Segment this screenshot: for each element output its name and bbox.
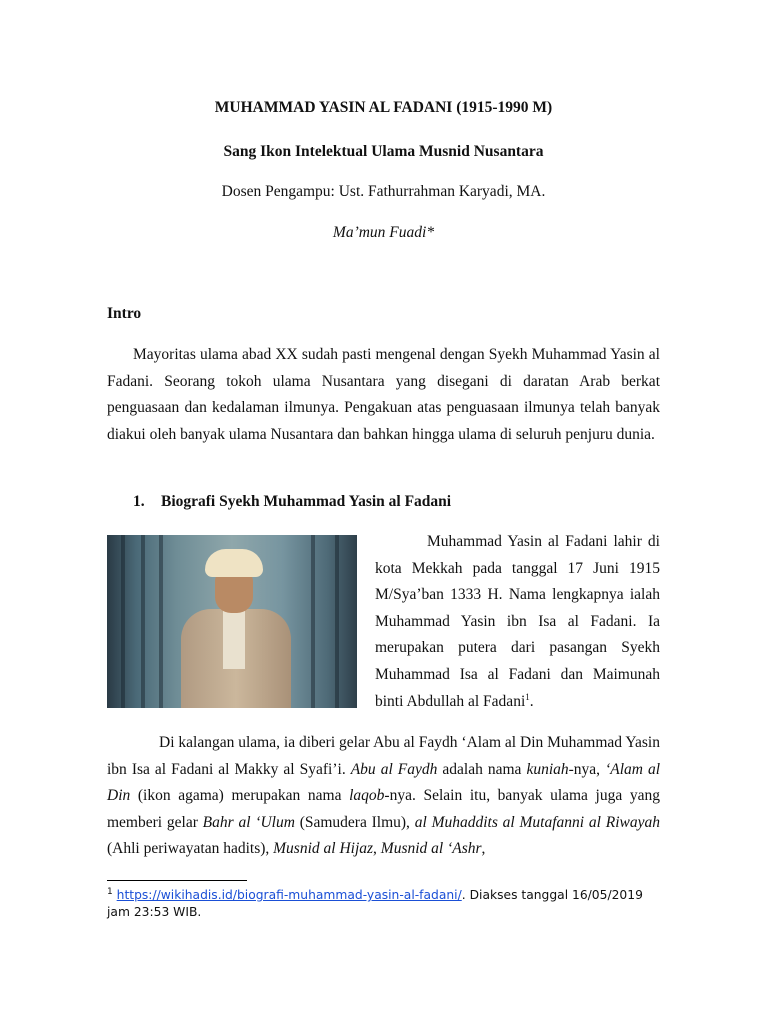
photo-figure-turban: [205, 549, 263, 577]
footnote-number: 1: [107, 886, 113, 897]
italic-term: Musnid al ‘Ashr: [380, 840, 482, 858]
biography-end: .: [529, 692, 534, 710]
italic-term: ‘Alam al Din: [107, 760, 661, 805]
text-run: -nya,: [568, 760, 606, 778]
italic-term: Bahr al ‘Ulum: [202, 813, 295, 831]
author-name: Ma’mun Fuadi*: [332, 224, 435, 241]
italic-term: al Muhaddits al Mutafanni al Riwayah: [414, 813, 660, 831]
footnote-link[interactable]: https://wikihadis.id/biografi-muhammad-yasin-al-fadani/: [116, 888, 462, 902]
photo-curtain-fold: [159, 535, 163, 708]
photo-curtain-fold: [121, 535, 125, 708]
portrait-photo: [107, 535, 357, 708]
text-run: (Ahli periwayatan hadits),: [107, 840, 274, 858]
footnote-separator: [107, 880, 247, 881]
text-run: adalah nama: [437, 760, 527, 778]
intro-paragraph: Mayoritas ulama abad XX sudah pasti mengenal dengan Syekh Muhammad Yasin al Fadani. Seorang tokoh ulama Nusantara yang disegani di daratan Arab berkat penguasaan dan kedalaman ilmunya. Pengakuan atas penguasaan ilmunya telah banyak diakui oleh banyak ulama Nusantara dan bahkan hingga ulama di seluruh penjuru dunia.: [107, 346, 660, 443]
photo-curtain-fold: [335, 535, 339, 708]
footnote: [107, 887, 660, 921]
photo-curtain-fold: [141, 535, 145, 708]
italic-term: kuniah: [526, 760, 569, 778]
text-run: ,: [481, 840, 486, 858]
italic-term: laqob: [349, 787, 385, 805]
biography-text: Muhammad Yasin al Fadani lahir di kota Mekkah pada tanggal 17 Juni 1915 M/Sya’ban 1333 H. Nama lengkapnya ialah Muhammad Yasin ibn Isa al Fadani. Ia merupakan putera dari pasangan Syekh Muhammad Isa al Fadani dan Maimunah binti Abdullah al Fadani: [375, 533, 660, 710]
italic-term: Abu al Faydh: [350, 760, 438, 778]
italic-term: Musnid al Hijaz: [273, 840, 374, 858]
section-number: 1.: [133, 493, 145, 510]
footnote-ref[interactable]: 1: [525, 691, 530, 702]
text-run: (Samudera Ilmu),: [294, 813, 415, 831]
photo-figure-face: [215, 571, 253, 613]
text-run: Di kalangan ulama, ia diberi gelar Abu al Faydh ‘Alam al Din Muhammad Yasin ibn Isa al Fadani al Makky al Syafi’i.: [107, 734, 660, 778]
text-run: (ikon agama) merupakan nama: [130, 787, 350, 805]
titles-paragraph: [107, 730, 660, 863]
footnote-text: . Diakses tanggal 16/05/2019 jam 23:53 WIB.: [107, 888, 643, 919]
photo-figure-collar: [223, 609, 245, 669]
biography-paragraph: [375, 529, 660, 715]
intro-heading: Intro: [107, 305, 142, 322]
document-title: MUHAMMAD YASIN AL FADANI (1915-1990 M): [214, 99, 553, 116]
document-page: [107, 0, 660, 1024]
section-heading-biography: [133, 493, 451, 511]
lecturer-line: Dosen Pengampu: Ust. Fathurrahman Karyadi, MA.: [221, 183, 546, 200]
text-run: ,: [373, 840, 381, 858]
document-subtitle: Sang Ikon Intelektual Ulama Musnid Nusantara: [223, 143, 544, 160]
photo-curtain-fold: [311, 535, 315, 708]
section-heading-text: Biografi Syekh Muhammad Yasin al Fadani: [161, 493, 452, 510]
text-run: -nya. Selain itu, banyak ulama juga yang memberi gelar: [107, 787, 660, 831]
